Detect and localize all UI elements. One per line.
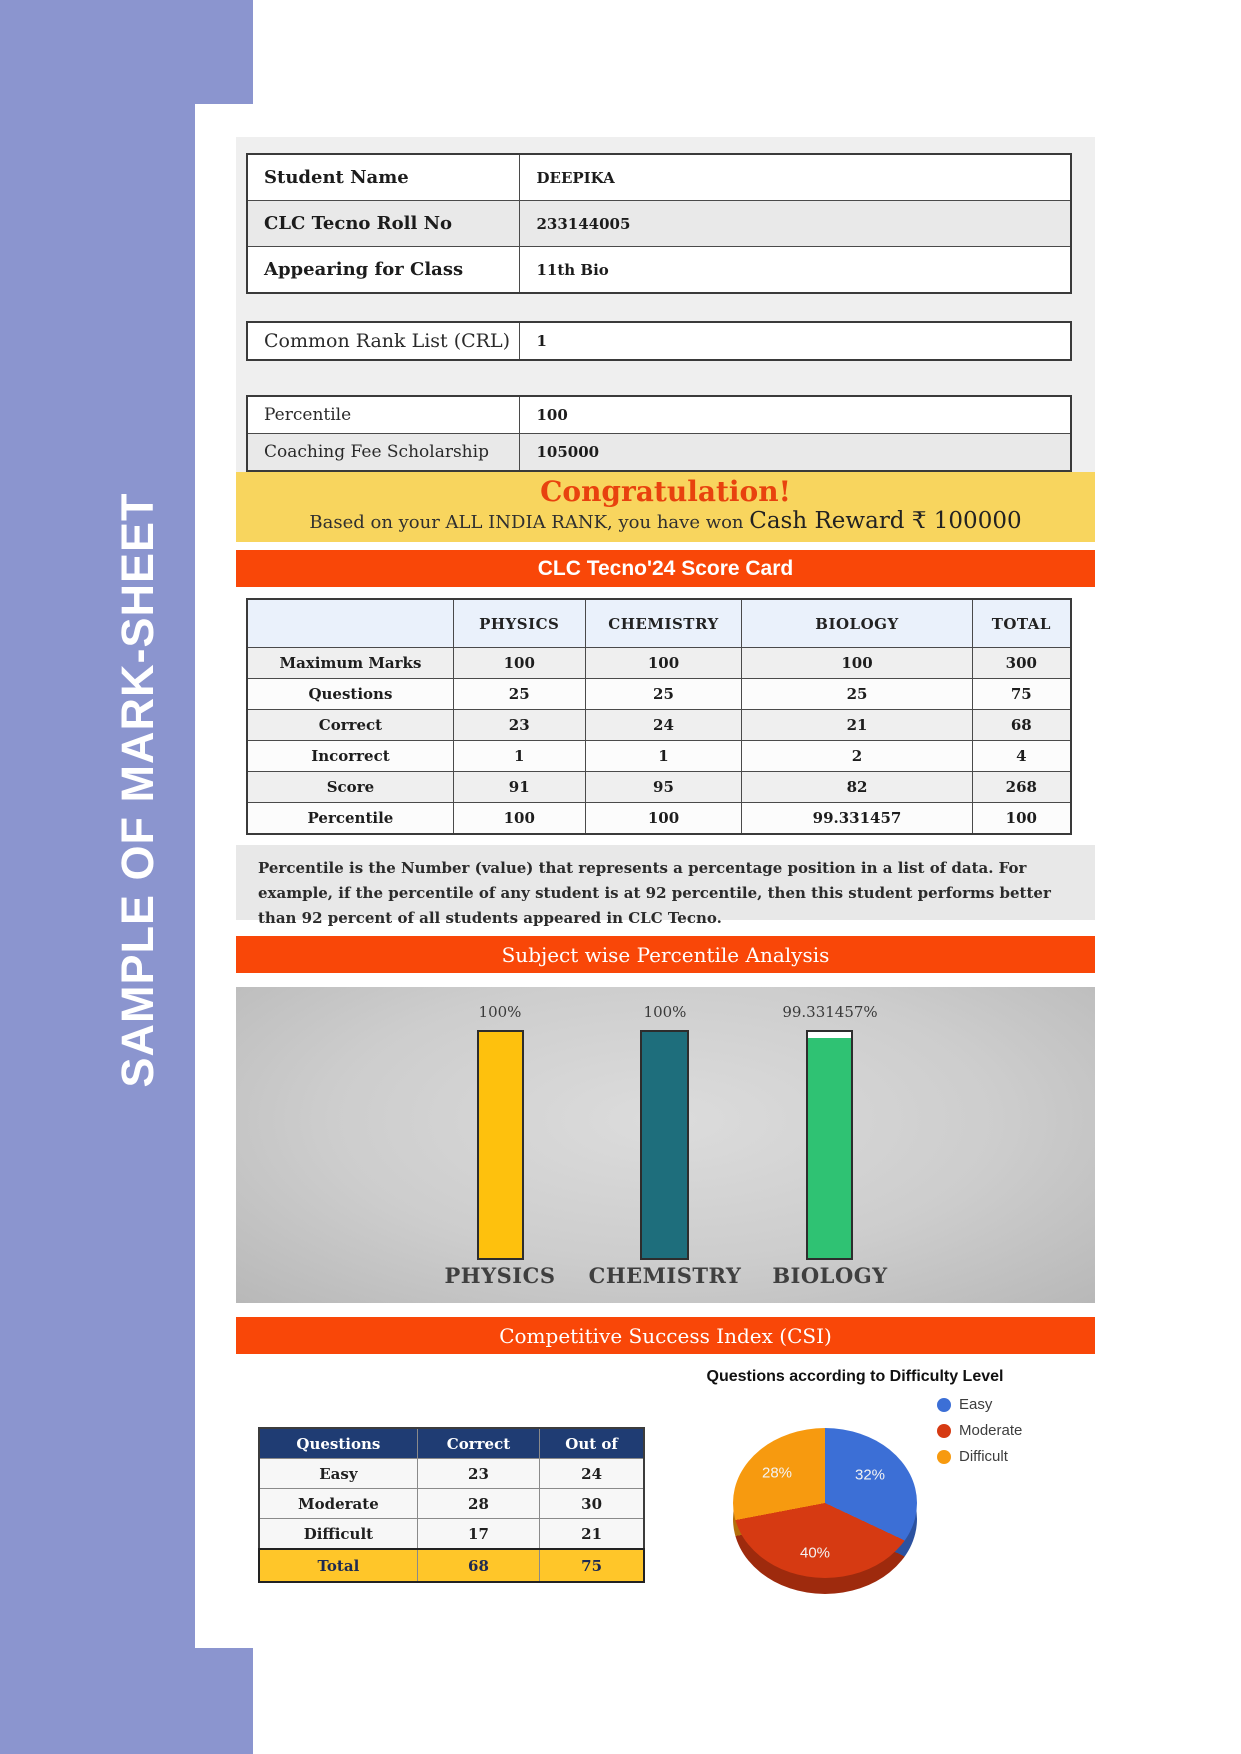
student-name-value: DEEPIKA bbox=[519, 154, 1071, 201]
score-cell: 100 bbox=[742, 648, 972, 679]
roll-no-label: CLC Tecno Roll No bbox=[247, 201, 519, 247]
moderate-outof: 30 bbox=[540, 1489, 644, 1519]
score-cell: 25 bbox=[453, 679, 585, 710]
csi-banner: Competitive Success Index (CSI) bbox=[236, 1317, 1095, 1354]
congratulation-message bbox=[236, 509, 1095, 535]
score-cell: 25 bbox=[585, 679, 742, 710]
table-row bbox=[247, 803, 1071, 835]
physics-bar-fill bbox=[479, 1032, 522, 1258]
score-card-banner: CLC Tecno'24 Score Card bbox=[236, 550, 1095, 587]
difficulty-table bbox=[258, 1427, 645, 1583]
score-cell: 91 bbox=[453, 772, 585, 803]
table-row bbox=[247, 247, 1071, 294]
legend-label: Difficult bbox=[959, 1448, 1008, 1465]
score-cell: 300 bbox=[972, 648, 1071, 679]
pie-slice-label-easy: 32% bbox=[854, 1466, 886, 1484]
score-cell: 100 bbox=[972, 803, 1071, 835]
difficult-label: Difficult bbox=[259, 1519, 417, 1550]
score-cell: 100 bbox=[453, 803, 585, 835]
scholarship-label: Coaching Fee Scholarship bbox=[247, 434, 519, 472]
total-label: Total bbox=[259, 1549, 417, 1582]
moderate-correct: 28 bbox=[417, 1489, 539, 1519]
pie-slice-label-difficult: 28% bbox=[761, 1464, 793, 1482]
score-cell: 75 bbox=[972, 679, 1071, 710]
rank-table bbox=[246, 321, 1072, 361]
difficult-correct: 17 bbox=[417, 1519, 539, 1550]
biology-axis-label: BIOLOGY bbox=[772, 1263, 888, 1288]
score-cell: 100 bbox=[585, 648, 742, 679]
table-row bbox=[247, 322, 1071, 360]
row-label: Percentile bbox=[247, 803, 453, 835]
biology-bar bbox=[806, 1030, 853, 1260]
sidebar-vertical-label: SAMPLE OF MARK-SHEET bbox=[112, 492, 163, 1088]
table-row bbox=[259, 1519, 644, 1550]
student-info-card bbox=[236, 137, 1095, 472]
score-cell: 4 bbox=[972, 741, 1071, 772]
class-label: Appearing for Class bbox=[247, 247, 519, 294]
moderate-label: Moderate bbox=[259, 1489, 417, 1519]
pie-legend bbox=[937, 1396, 1022, 1474]
row-label: Correct bbox=[247, 710, 453, 741]
difficulty-pie-chart bbox=[733, 1428, 917, 1594]
score-cell: 24 bbox=[585, 710, 742, 741]
pie-chart-title: Questions according to Difficulty Level bbox=[706, 1368, 1004, 1385]
score-cell: 99.331457 bbox=[742, 803, 972, 835]
table-row bbox=[259, 1459, 644, 1489]
easy-correct: 23 bbox=[417, 1459, 539, 1489]
table-row bbox=[247, 396, 1071, 434]
score-cell: 100 bbox=[453, 648, 585, 679]
legend-item-easy bbox=[937, 1396, 1022, 1413]
congratulation-banner bbox=[236, 472, 1095, 542]
score-header-row bbox=[247, 599, 1071, 648]
congratulation-title: Congratulation! bbox=[540, 475, 791, 508]
cash-reward-text: Cash Reward ₹ 100000 bbox=[749, 508, 1022, 534]
score-cell: 2 bbox=[742, 741, 972, 772]
table-row bbox=[247, 772, 1071, 803]
biology-bar-fill bbox=[808, 1038, 851, 1258]
legend-item-difficult bbox=[937, 1448, 1022, 1465]
row-label: Score bbox=[247, 772, 453, 803]
score-header-total: TOTAL bbox=[972, 599, 1071, 648]
score-header-empty bbox=[247, 599, 453, 648]
scholarship-value: 105000 bbox=[519, 434, 1071, 472]
row-label: Maximum Marks bbox=[247, 648, 453, 679]
table-row bbox=[247, 710, 1071, 741]
difficulty-header-questions: Questions bbox=[259, 1428, 417, 1459]
row-label: Questions bbox=[247, 679, 453, 710]
sidebar-bottom-block bbox=[0, 1648, 253, 1754]
score-header-chemistry: CHEMISTRY bbox=[585, 599, 742, 648]
legend-label: Moderate bbox=[959, 1422, 1023, 1439]
sidebar-top-block bbox=[0, 0, 253, 104]
total-correct: 68 bbox=[417, 1549, 539, 1582]
score-cell: 23 bbox=[453, 710, 585, 741]
table-row bbox=[247, 201, 1071, 247]
physics-bar bbox=[477, 1030, 524, 1260]
chemistry-axis-label: CHEMISTRY bbox=[588, 1263, 742, 1288]
score-cell: 1 bbox=[585, 741, 742, 772]
score-cell: 82 bbox=[742, 772, 972, 803]
roll-no-value: 233144005 bbox=[519, 201, 1071, 247]
table-row bbox=[247, 154, 1071, 201]
difficulty-header-outof: Out of bbox=[540, 1428, 644, 1459]
table-row bbox=[247, 648, 1071, 679]
table-row bbox=[259, 1489, 644, 1519]
moderate-legend-dot-icon bbox=[937, 1424, 951, 1438]
total-row bbox=[259, 1549, 644, 1582]
score-cell: 1 bbox=[453, 741, 585, 772]
total-outof: 75 bbox=[540, 1549, 644, 1582]
difficulty-header-correct: Correct bbox=[417, 1428, 539, 1459]
score-cell: 25 bbox=[742, 679, 972, 710]
difficult-outof: 21 bbox=[540, 1519, 644, 1550]
legend-label: Easy bbox=[959, 1396, 993, 1413]
sidebar-strip bbox=[0, 0, 195, 1754]
score-header-physics: PHYSICS bbox=[453, 599, 585, 648]
table-row bbox=[247, 434, 1071, 472]
percentile-analysis-banner: Subject wise Percentile Analysis bbox=[236, 936, 1095, 973]
row-label: Incorrect bbox=[247, 741, 453, 772]
table-row bbox=[247, 679, 1071, 710]
student-info-table bbox=[246, 153, 1072, 294]
difficulty-header-row bbox=[259, 1428, 644, 1459]
easy-legend-dot-icon bbox=[937, 1398, 951, 1412]
chemistry-bar bbox=[640, 1030, 689, 1260]
chemistry-bar-fill bbox=[642, 1032, 687, 1258]
difficulty-table-wrap bbox=[258, 1427, 645, 1583]
score-cell: 100 bbox=[585, 803, 742, 835]
score-table-wrap bbox=[246, 598, 1072, 835]
table-row bbox=[247, 741, 1071, 772]
result-table bbox=[246, 395, 1072, 472]
score-header-biology: BIOLOGY bbox=[742, 599, 972, 648]
physics-bar-value-label: 100% bbox=[478, 1003, 522, 1021]
difficult-legend-dot-icon bbox=[937, 1450, 951, 1464]
chemistry-bar-value-label: 100% bbox=[643, 1003, 687, 1021]
physics-axis-label: PHYSICS bbox=[444, 1263, 556, 1288]
score-cell: 21 bbox=[742, 710, 972, 741]
score-table bbox=[246, 598, 1072, 835]
percentile-note: Percentile is the Number (value) that represents a percentage position in a list of data. For example, if the percentile of any student is at 92 percentile, then this student performs better than 92 percent of all students appeared in CLC Tecno. bbox=[236, 845, 1095, 920]
percentile-bar-chart bbox=[236, 987, 1095, 1303]
pie-slice-label-moderate: 40% bbox=[799, 1544, 831, 1562]
student-name-label: Student Name bbox=[247, 154, 519, 201]
score-cell: 68 bbox=[972, 710, 1071, 741]
percentile-value: 100 bbox=[519, 396, 1071, 434]
crl-value: 1 bbox=[519, 322, 1071, 360]
legend-item-moderate bbox=[937, 1422, 1022, 1439]
easy-outof: 24 bbox=[540, 1459, 644, 1489]
crl-label: Common Rank List (CRL) bbox=[247, 322, 519, 360]
congratulation-message-prefix: Based on your ALL INDIA RANK, you have won bbox=[309, 512, 750, 533]
percentile-label: Percentile bbox=[247, 396, 519, 434]
class-value: 11th Bio bbox=[519, 247, 1071, 294]
score-cell: 95 bbox=[585, 772, 742, 803]
score-cell: 268 bbox=[972, 772, 1071, 803]
easy-label: Easy bbox=[259, 1459, 417, 1489]
biology-bar-value-label: 99.331457% bbox=[782, 1003, 878, 1021]
